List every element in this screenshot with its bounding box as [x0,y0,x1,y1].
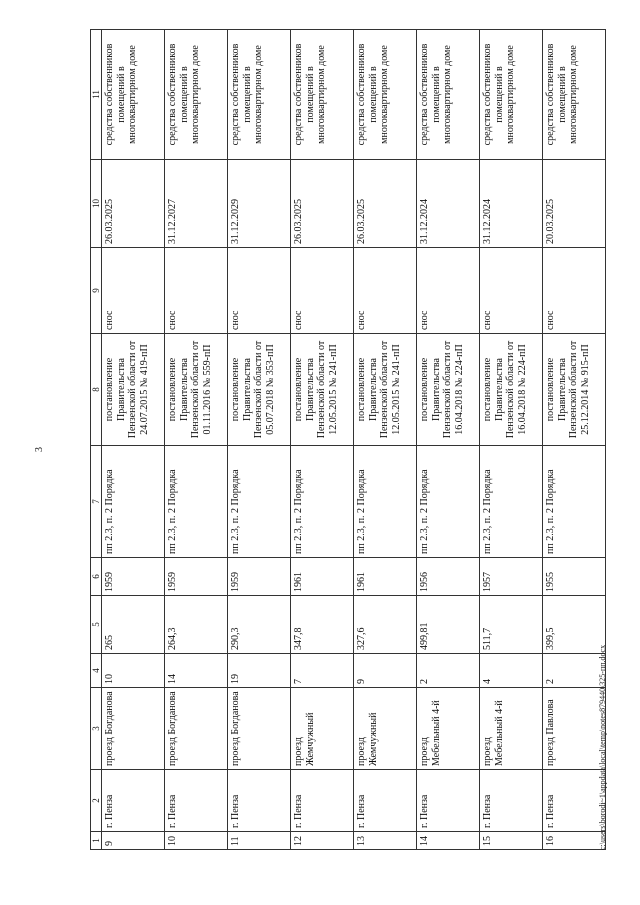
row-number: 10 [165,832,228,850]
year-cell: 1955 [543,558,606,596]
house-number-cell: 4 [480,654,543,688]
clause-cell: пп 2.3, п. 2 Порядка [543,446,606,558]
house-number-cell: 19 [228,654,291,688]
document-cell: постановление Правительства Пензенской области от 25.12.2014 № 915-пП [543,334,606,446]
area-cell: 290,3 [228,596,291,654]
action-cell: снос [102,248,165,334]
row-number: 16 [543,832,606,850]
table-row [102,30,165,850]
row-number: 9 [102,832,165,850]
table-row [354,30,417,850]
row-number: 14 [417,832,480,850]
action-cell: снос [480,248,543,334]
rotated-table-container [90,30,610,850]
row-number: 15 [480,832,543,850]
action-cell: снос [165,248,228,334]
table-body [102,30,606,850]
city-cell: г. Пенза [417,770,480,832]
house-number-cell: 10 [102,654,165,688]
date-cell: 31.12.2024 [417,160,480,248]
city-cell: г. Пенза [165,770,228,832]
file-path-footer: c:\users\borodi~1\appdata\local\temp\notes879440\325-пп.docx [598,644,607,850]
action-cell: снос [228,248,291,334]
street-cell: проезд Мебельный 4-й [417,688,480,770]
year-cell: 1959 [102,558,165,596]
street-cell: проезд Богданова [102,688,165,770]
date-cell: 31.12.2029 [228,160,291,248]
year-cell: 1956 [417,558,480,596]
city-cell: г. Пенза [228,770,291,832]
area-cell: 499,81 [417,596,480,654]
clause-cell: пп 2.3, п. 2 Порядка [165,446,228,558]
house-number-cell: 14 [165,654,228,688]
house-number-cell: 2 [543,654,606,688]
column-number-row [91,30,102,850]
column-number-4: 4 [91,654,102,688]
street-cell: проезд Жемчужный [354,688,417,770]
document-cell: постановление Правительства Пензенской области от 01.11.2016 № 559-пП [165,334,228,446]
column-number-7: 7 [91,446,102,558]
area-cell: 265 [102,596,165,654]
funding-source-cell: средства собственников помещений в многоквартирном доме [291,30,354,160]
area-cell: 264,3 [165,596,228,654]
funding-source-cell: средства собственников помещений в многоквартирном доме [102,30,165,160]
area-cell: 511,7 [480,596,543,654]
street-cell: проезд Богданова [228,688,291,770]
date-cell: 26.03.2025 [291,160,354,248]
column-number-8: 8 [91,334,102,446]
table-row [480,30,543,850]
column-number-6: 6 [91,558,102,596]
year-cell: 1959 [165,558,228,596]
clause-cell: пп 2.3, п. 2 Порядка [102,446,165,558]
column-number-11: 11 [91,30,102,160]
city-cell: г. Пенза [480,770,543,832]
date-cell: 31.12.2024 [480,160,543,248]
table-row [165,30,228,850]
date-cell: 26.03.2025 [354,160,417,248]
document-cell: постановление Правительства Пензенской области от 12.05.2015 № 241-пП [354,334,417,446]
street-cell: проезд Павлова [543,688,606,770]
document-cell: постановление Правительства Пензенской области от 12.05.2015 № 241-пП [291,334,354,446]
area-cell: 327,6 [354,596,417,654]
funding-source-cell: средства собственников помещений в многоквартирном доме [165,30,228,160]
year-cell: 1957 [480,558,543,596]
city-cell: г. Пенза [354,770,417,832]
clause-cell: пп 2.3, п. 2 Порядка [354,446,417,558]
city-cell: г. Пенза [543,770,606,832]
funding-source-cell: средства собственников помещений в многоквартирном доме [417,30,480,160]
date-cell: 20.03.2025 [543,160,606,248]
house-number-cell: 2 [417,654,480,688]
action-cell: снос [291,248,354,334]
action-cell: снос [354,248,417,334]
row-number: 13 [354,832,417,850]
street-cell: проезд Мебельный 4-й [480,688,543,770]
area-cell: 347,8 [291,596,354,654]
clause-cell: пп 2.3, п. 2 Порядка [291,446,354,558]
column-number-2: 2 [91,770,102,832]
housing-table [90,29,606,850]
street-cell: проезд Жемчужный [291,688,354,770]
city-cell: г. Пенза [291,770,354,832]
page-number: 3 [34,447,45,452]
date-cell: 31.12.2027 [165,160,228,248]
clause-cell: пп 2.3, п. 2 Порядка [480,446,543,558]
house-number-cell: 9 [354,654,417,688]
area-cell: 399,5 [543,596,606,654]
action-cell: снос [417,248,480,334]
year-cell: 1959 [228,558,291,596]
year-cell: 1961 [354,558,417,596]
funding-source-cell: средства собственников помещений в многоквартирном доме [480,30,543,160]
clause-cell: пп 2.3, п. 2 Порядка [228,446,291,558]
table-row [543,30,606,850]
column-number-3: 3 [91,688,102,770]
year-cell: 1961 [291,558,354,596]
column-number-9: 9 [91,248,102,334]
column-number-5: 5 [91,596,102,654]
document-cell: постановление Правительства Пензенской области от 16.04.2018 № 224-пП [480,334,543,446]
row-number: 11 [228,832,291,850]
date-cell: 26.03.2025 [102,160,165,248]
document-cell: постановление Правительства Пензенской области от 05.07.2018 № 353-пП [228,334,291,446]
row-number: 12 [291,832,354,850]
table-row [417,30,480,850]
table-row [291,30,354,850]
column-number-1: 1 [91,832,102,850]
funding-source-cell: средства собственников помещений в многоквартирном доме [543,30,606,160]
street-cell: проезд Богданова [165,688,228,770]
action-cell: снос [543,248,606,334]
city-cell: г. Пенза [102,770,165,832]
clause-cell: пп 2.3, п. 2 Порядка [417,446,480,558]
funding-source-cell: средства собственников помещений в многоквартирном доме [354,30,417,160]
column-number-10: 10 [91,160,102,248]
house-number-cell: 7 [291,654,354,688]
document-cell: постановление Правительства Пензенской области от 16.04.2018 № 224-пП [417,334,480,446]
funding-source-cell: средства собственников помещений в многоквартирном доме [228,30,291,160]
table-row [228,30,291,850]
document-cell: постановление Правительства Пензенской области от 24.07.2015 № 419-пП [102,334,165,446]
